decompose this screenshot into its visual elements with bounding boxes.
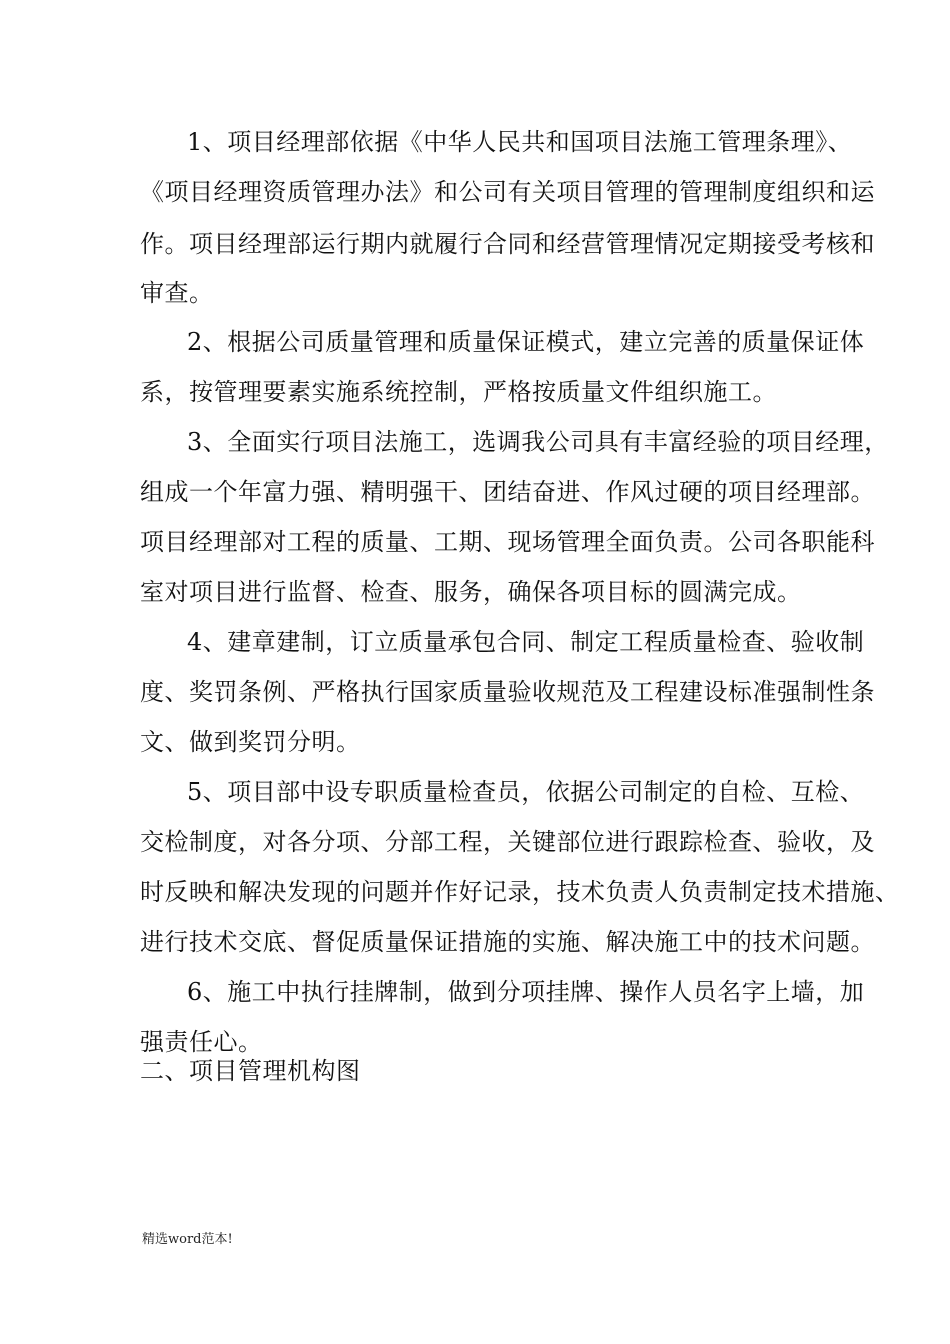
text-line: 4、建章建制，订立质量承包合同、制定工程质量检查、验收制 — [187, 628, 865, 656]
text-line: 时反映和解决发现的问题并作好记录，技术负责人负责制定技术措施、 — [140, 878, 900, 906]
text-line: 室对项目进行监督、检查、服务，确保各项目标的圆满完成。 — [140, 578, 802, 606]
page-footer: 精选word范本! — [142, 1232, 233, 1247]
text-line: 审查。 — [140, 279, 214, 307]
section-heading: 二、项目管理机构图 — [140, 1057, 361, 1085]
text-line: 作。项目经理部运行期内就履行合同和经营管理情况定期接受考核和 — [140, 230, 875, 258]
text-line: 5、项目部中设专职质量检查员，依据公司制定的自检、互检、 — [187, 778, 865, 806]
text-line: 文、做到奖罚分明。 — [140, 728, 361, 756]
text-line: 系，按管理要素实施系统控制，严格按质量文件组织施工。 — [140, 378, 777, 406]
text-line: 强责任心。 — [140, 1028, 263, 1056]
text-line: 2、根据公司质量管理和质量保证模式，建立完善的质量保证体 — [187, 328, 865, 356]
text-line: 交检制度，对各分项、分部工程，关键部位进行跟踪检查、验收，及 — [140, 828, 875, 856]
text-line: 6、施工中执行挂牌制，做到分项挂牌、操作人员名字上墙，加 — [187, 978, 865, 1006]
text-line: 组成一个年富力强、精明强干、团结奋进、作风过硬的项目经理部。 — [140, 478, 875, 506]
text-line: 项目经理部对工程的质量、工期、现场管理全面负责。公司各职能科 — [140, 528, 875, 556]
text-line: 1、项目经理部依据《中华人民共和国项目法施工管理条理》、 — [187, 128, 853, 156]
text-line: 3、全面实行项目法施工，选调我公司具有丰富经验的项目经理， — [187, 428, 889, 456]
text-line: 《项目经理资质管理办法》和公司有关项目管理的管理制度组织和运 — [140, 178, 875, 206]
text-line: 度、奖罚条例、严格执行国家质量验收规范及工程建设标准强制性条 — [140, 678, 875, 706]
text-line: 进行技术交底、督促质量保证措施的实施、解决施工中的技术问题。 — [140, 928, 875, 956]
